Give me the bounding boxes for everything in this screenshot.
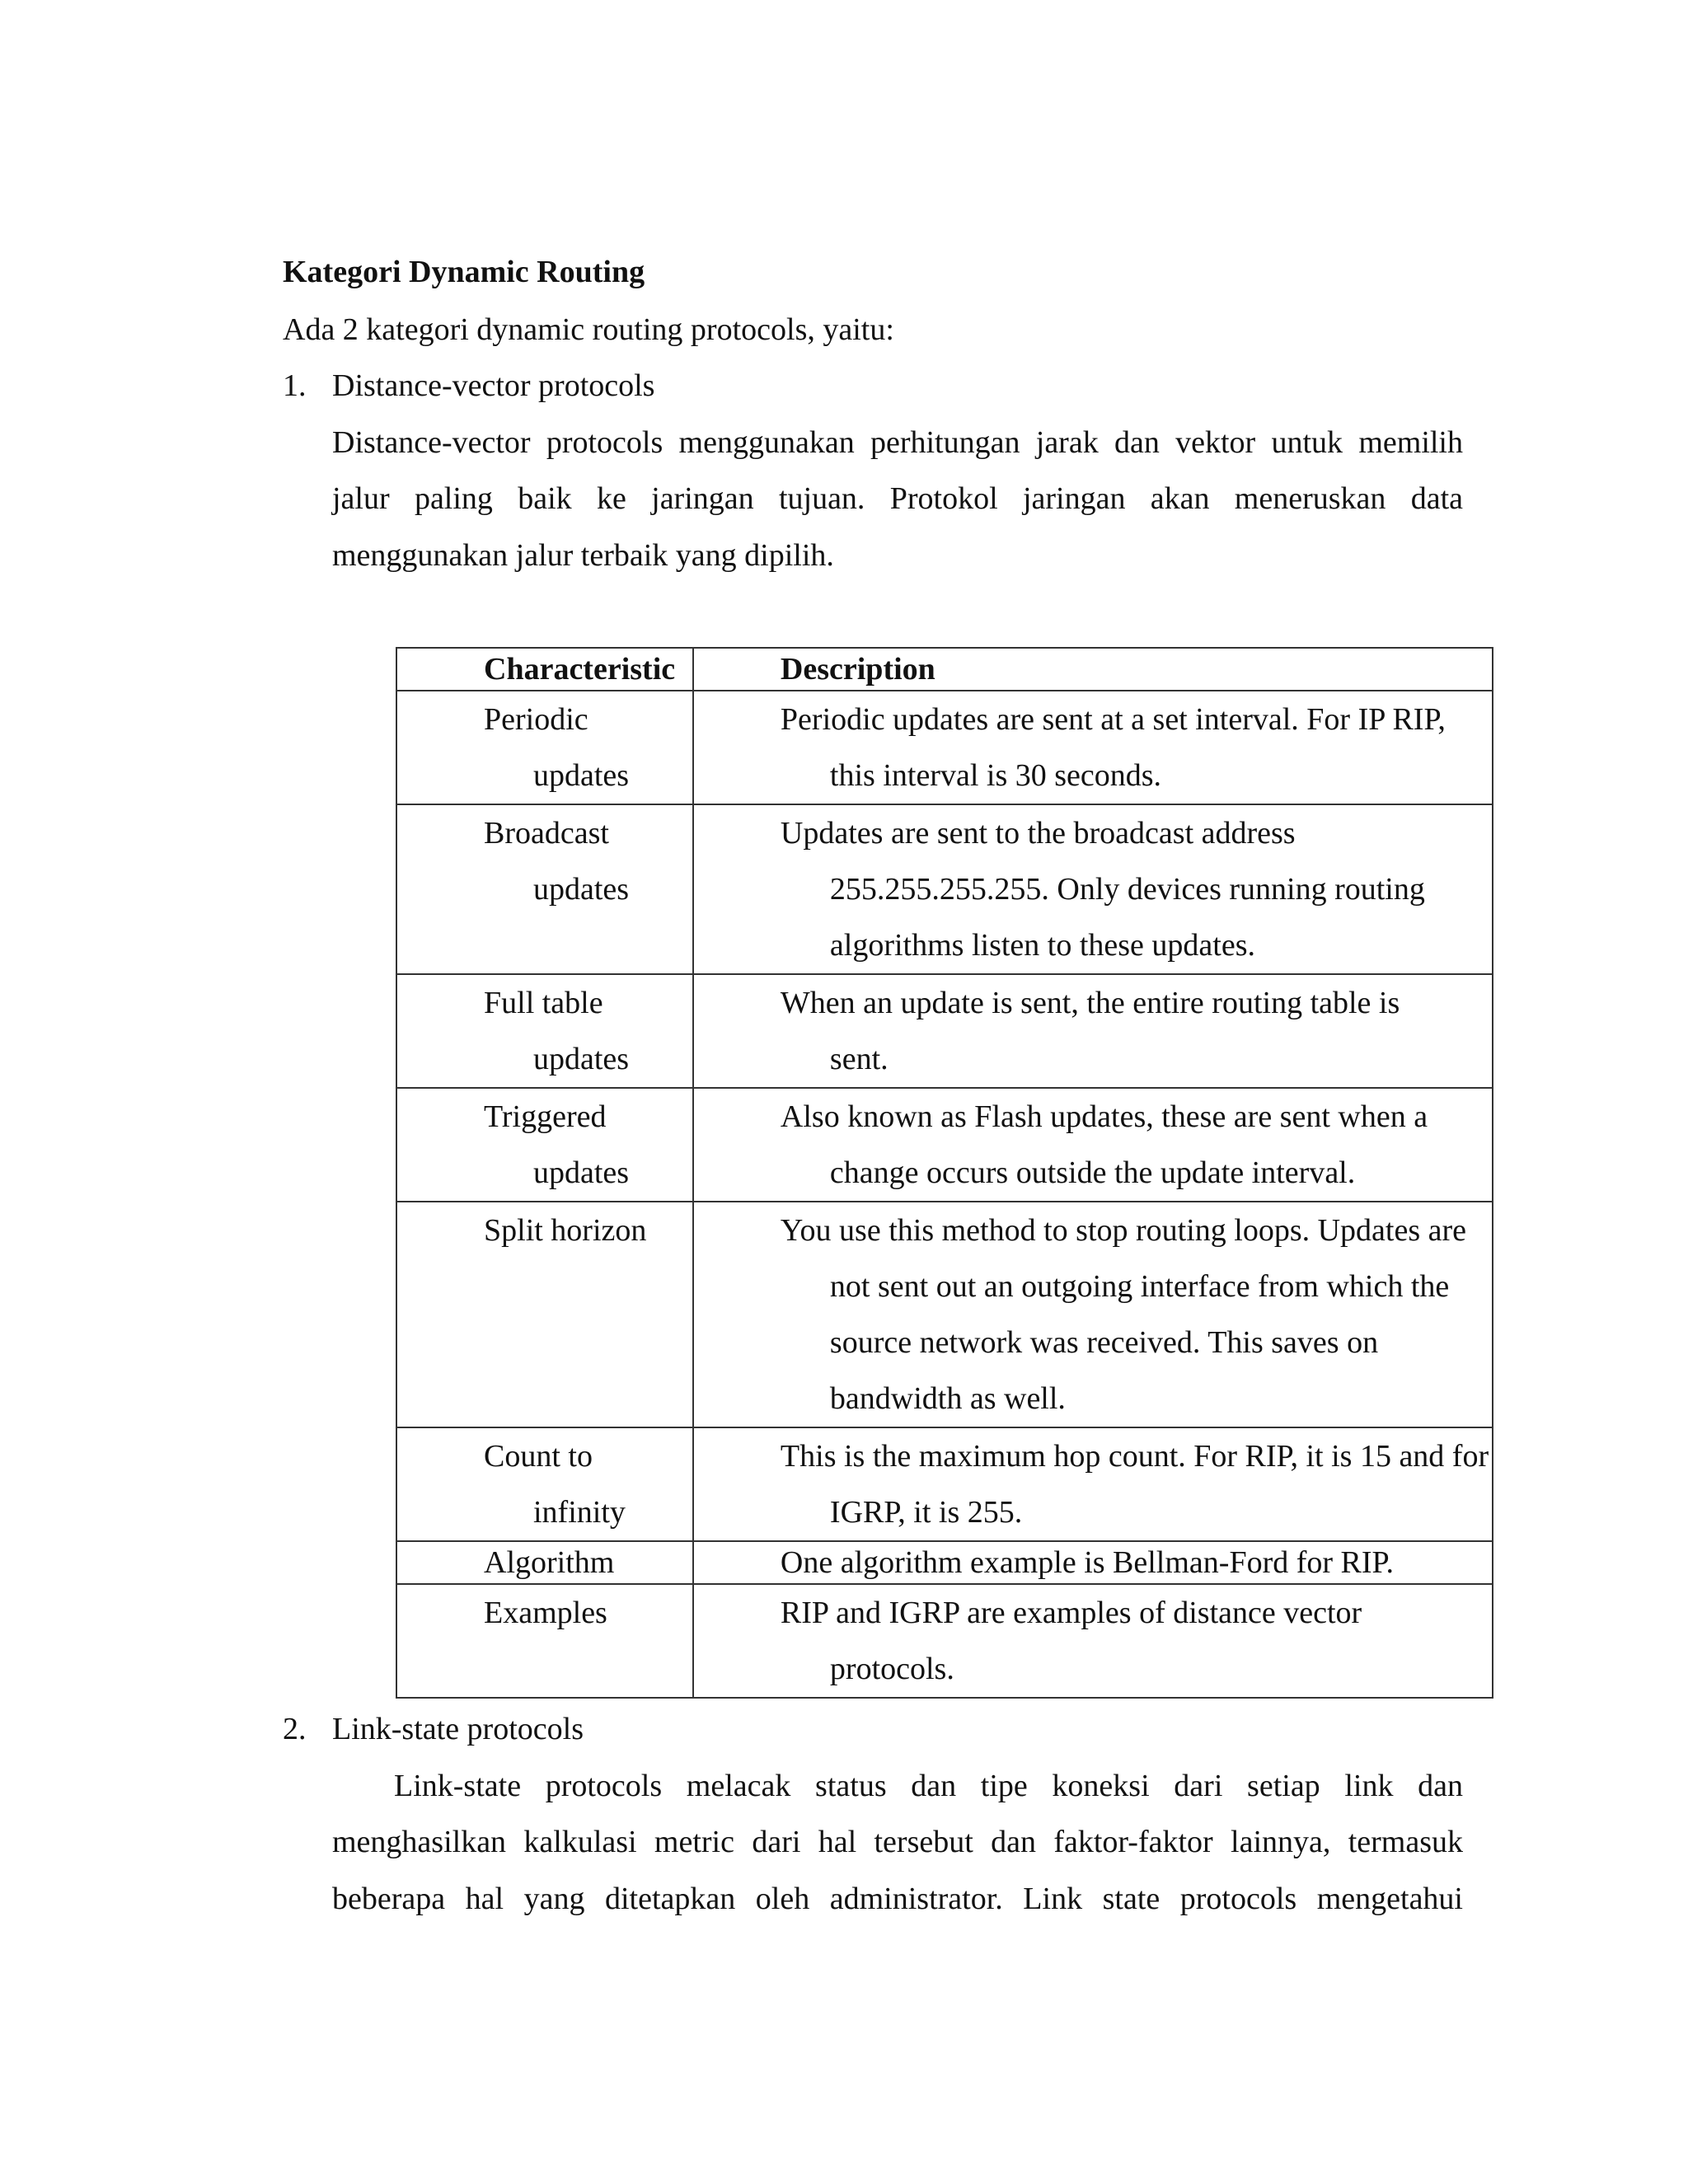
intro-paragraph: Ada 2 kategori dynamic routing protocols, yaitu: (283, 312, 894, 347)
table-row (396, 1427, 1493, 1541)
table-row (396, 1202, 1493, 1427)
characteristic-cell: Count to infinity (396, 1427, 693, 1541)
table-row (396, 1584, 1493, 1698)
table-row (396, 804, 1493, 974)
list-item-2 (283, 1710, 584, 1748)
table-row (396, 974, 1493, 1088)
item-1-para-line-2: jalur paling baik ke jaringan tujuan. Protokol jaringan akan meneruskan data (332, 481, 1463, 516)
characteristic-cell: Split horizon (396, 1202, 693, 1427)
item-1-para-line-3: menggunakan jalur terbaik yang dipilih. (332, 538, 834, 573)
characteristic-cell: Broadcast updates (396, 804, 693, 974)
item-2-para-line-2: menghasilkan kalkulasi metric dari hal tersebut dan faktor-faktor lainnya, termasuk (332, 1825, 1463, 1859)
list-number: 2. (283, 1712, 307, 1746)
characteristic-cell: Algorithm (396, 1541, 693, 1584)
description-cell: Updates are sent to the broadcast address 255.255.255.255. Only devices running routing algorithms listen to these updates. (693, 804, 1493, 974)
description-cell: Also known as Flash updates, these are sent when a change occurs outside the update interval. (693, 1088, 1493, 1202)
list-item-title: Link-state protocols (332, 1712, 584, 1746)
distance-vector-characteristics-table (396, 647, 1493, 1699)
item-1-para-line-1: Distance-vector protocols menggunakan perhitungan jarak dan vektor untuk memilih (332, 425, 1463, 460)
list-item-title: Distance-vector protocols (332, 368, 655, 403)
description-cell: One algorithm example is Bellman-Ford for RIP. (693, 1541, 1493, 1584)
list-number: 1. (283, 368, 307, 403)
header-description: Description (693, 648, 1493, 691)
item-2-para-line-1: Link-state protocols melacak status dan tipe koneksi dari setiap link dan (394, 1769, 1463, 1803)
header-characteristic: Characteristic (396, 648, 693, 691)
characteristic-cell: Periodic updates (396, 691, 693, 804)
description-cell: You use this method to stop routing loops. Updates are not sent out an outgoing interface from which the source network was received. This saves on bandwidth as well. (693, 1202, 1493, 1427)
description-cell: Periodic updates are sent at a set interval. For IP RIP, this interval is 30 seconds. (693, 691, 1493, 804)
item-2-para-line-3: beberapa hal yang ditetapkan oleh administrator. Link state protocols mengetahui (332, 1882, 1463, 1916)
table-row (396, 691, 1493, 804)
description-cell: This is the maximum hop count. For RIP, it is 15 and for IGRP, it is 255. (693, 1427, 1493, 1541)
characteristic-cell: Triggered updates (396, 1088, 693, 1202)
characteristic-cell: Full table updates (396, 974, 693, 1088)
characteristic-cell: Examples (396, 1584, 693, 1698)
description-cell: When an update is sent, the entire routing table is sent. (693, 974, 1493, 1088)
table-header-row (396, 648, 1493, 691)
table-row (396, 1541, 1493, 1584)
list-item-1 (283, 367, 654, 405)
table-row (396, 1088, 1493, 1202)
section-heading: Kategori Dynamic Routing (283, 255, 645, 289)
description-cell: RIP and IGRP are examples of distance vector protocols. (693, 1584, 1493, 1698)
